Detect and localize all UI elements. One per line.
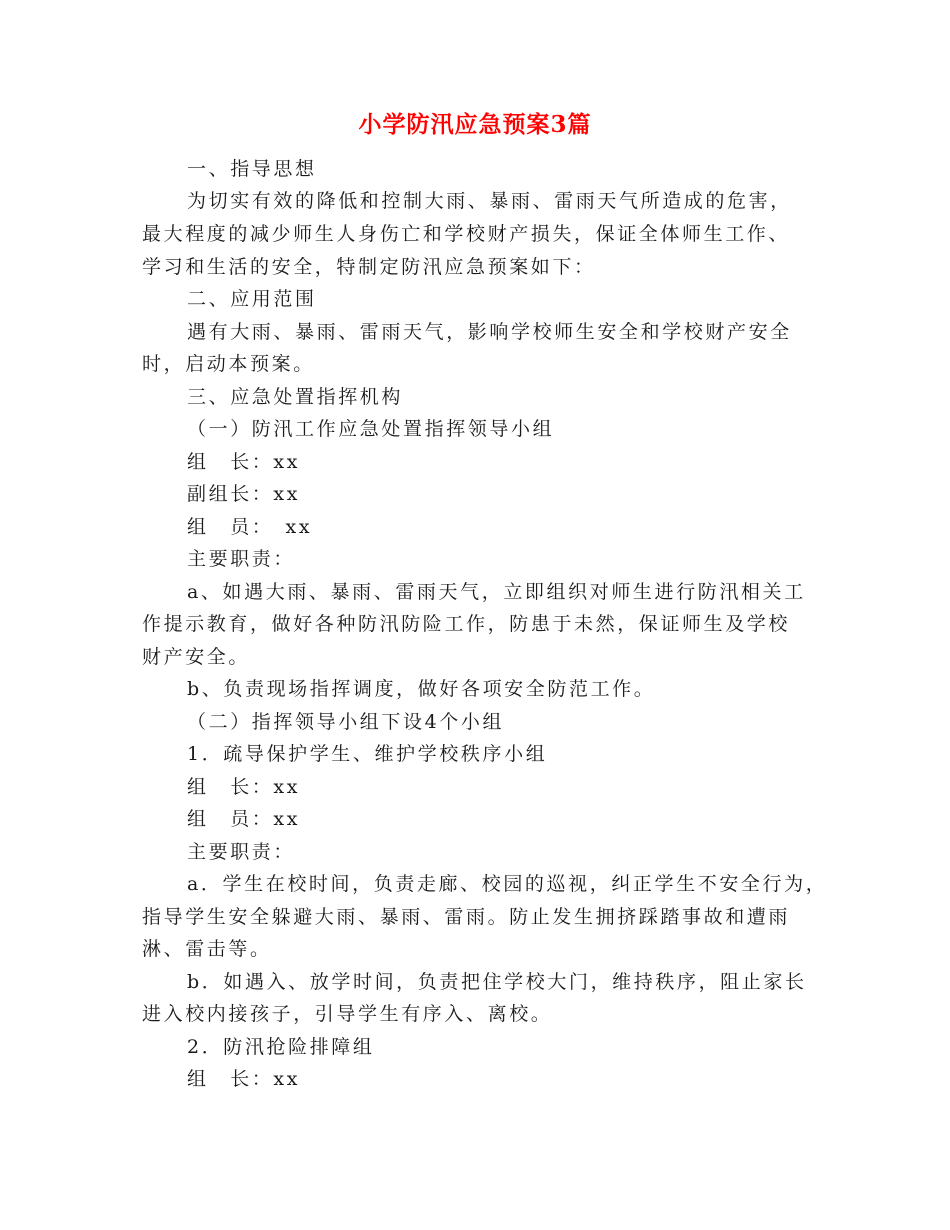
member-line: 组 员：xx [187,808,301,830]
paragraph-line: b、负责现场指挥调度，做好各项安全防范工作。 [187,678,656,700]
paragraph-line: 为切实有效的降低和控制大雨、暴雨、雷雨天气所造成的危害， [187,190,792,212]
document-title: 小学防汛应急预案3篇 [358,111,592,138]
section-heading: 一、指导思想 [187,158,317,180]
paragraph-line: 作提示教育，做好各种防汛防险工作，防患于未然，保证师生及学校 [142,613,791,635]
group-heading: 2．防汛抢险排障组 [187,1036,375,1058]
member-line: 组 长：xx [187,451,301,473]
section-heading: 三、应急处置指挥机构 [187,386,404,408]
paragraph-line: 淋、雷击等。 [142,938,272,960]
paragraph-line: 指导学生安全躲避大雨、暴雨、雷雨。防止发生拥挤踩踏事故和遭雨 [142,906,791,928]
paragraph-line: 进入校内接孩子，引导学生有序入、离校。 [142,1003,553,1025]
paragraph-line: 最大程度的减少师生人身伤亡和学校财产损失，保证全体师生工作、 [142,223,791,245]
section-heading: 二、应用范围 [187,288,317,310]
paragraph-line: a．学生在校时间，负责走廊、校园的巡视，纠正学生不安全行为， [187,873,828,895]
member-line: 组 长：xx [187,776,301,798]
member-line: 副组长：xx [187,483,301,505]
paragraph-line: 遇有大雨、暴雨、雷雨天气，影响学校师生安全和学校财产安全 [187,321,792,343]
paragraph-line: 财产安全。 [142,646,251,668]
duty-heading: 主要职责： [187,841,296,863]
paragraph-line: a、如遇大雨、暴雨、雷雨天气，立即组织对师生进行防汛相关工 [187,581,806,603]
paragraph-line: 时，启动本预案。 [142,353,315,375]
paragraph-line: b．如遇入、放学时间，负责把住学校大门，维持秩序，阻止家长 [187,971,807,993]
member-line: 组 员： xx [187,516,313,538]
subsection-heading: （一）防汛工作应急处置指挥领导小组 [187,418,555,440]
duty-heading: 主要职责： [187,548,296,570]
member-line: 组 长：xx [187,1068,301,1090]
subsection-heading: （二）指挥领导小组下设4个小组 [187,711,505,733]
group-heading: 1．疏导保护学生、维护学校秩序小组 [187,743,548,765]
paragraph-line: 学习和生活的安全，特制定防汛应急预案如下： [142,256,596,278]
